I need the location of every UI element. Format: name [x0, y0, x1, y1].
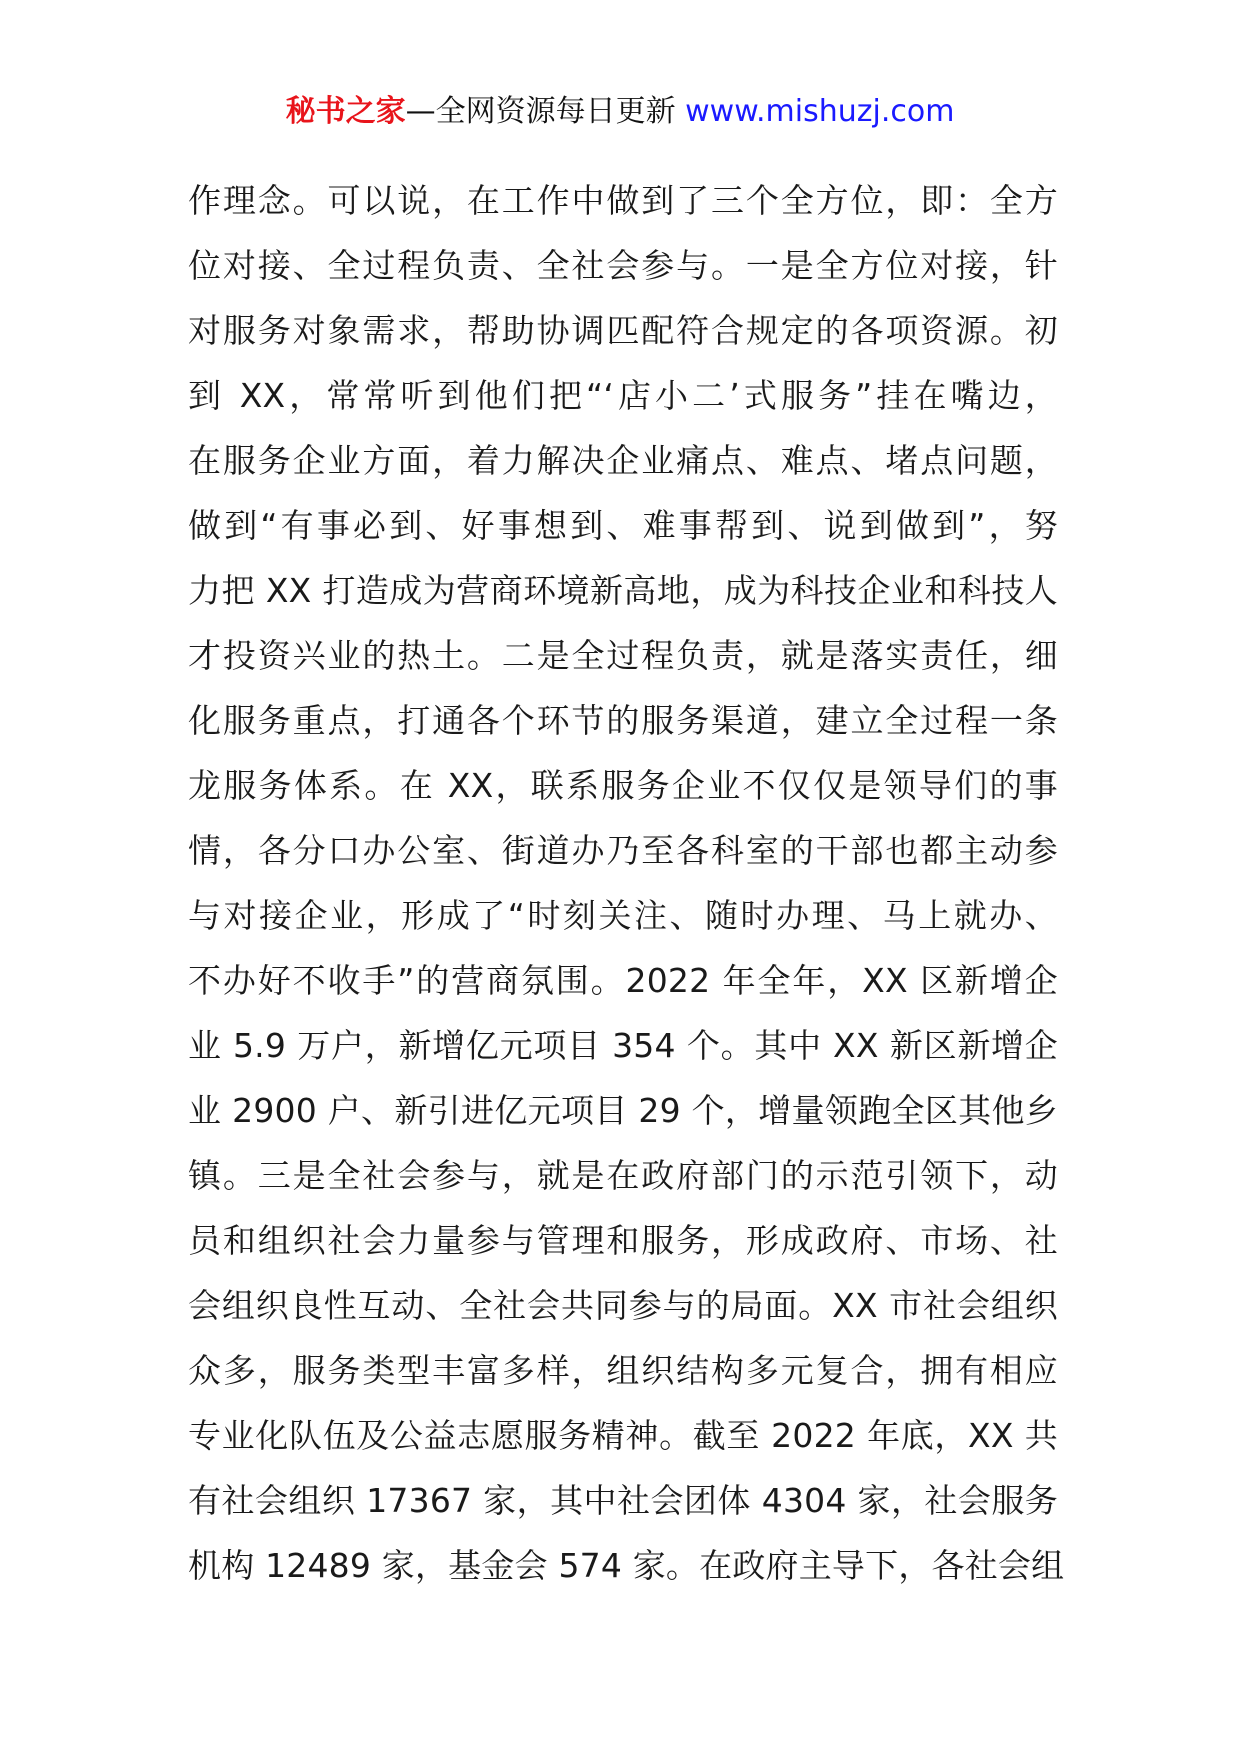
body-line: 才投资兴业的热土。二是全过程负责，就是落实责任，细 — [188, 636, 1058, 675]
body-line: 化服务重点，打通各个环节的服务渠道，建立全过程一条 — [188, 701, 1058, 740]
header-brand: 秘书之家 — [285, 94, 406, 129]
body-line: 镇。三是全社会参与，就是在政府部门的示范引领下，动 — [188, 1156, 1058, 1195]
body-line: 情，各分口办公室、街道办乃至各科室的干部也都主动参 — [188, 831, 1058, 870]
body-line: 业 5.9 万户，新增亿元项目 354 个。其中 XX 新区新增企 — [188, 1026, 1058, 1065]
header-tagline: —全网资源每日更新 — [405, 94, 676, 129]
body-line: 会组织良性互动、全社会共同参与的局面。XX 市社会组织 — [188, 1286, 1058, 1325]
body-line: 龙服务体系。在 XX，联系服务企业不仅仅是领导们的事 — [188, 766, 1058, 805]
body-line: 与对接企业，形成了“时刻关注、随时办理、马上就办、 — [188, 896, 1058, 935]
body-line: 做到“有事必到、好事想到、难事帮到、说到做到”，努 — [188, 506, 1058, 545]
body-line: 众多，服务类型丰富多样，组织结构多元复合，拥有相应 — [188, 1351, 1058, 1390]
body-line: 在服务企业方面，着力解决企业痛点、难点、堵点问题， — [188, 441, 1058, 480]
body-line: 机构 12489 家，基金会 574 家。在政府主导下，各社会组 — [188, 1546, 1065, 1585]
body-line: 专业化队伍及公益志愿服务精神。截至 2022 年底，XX 共 — [188, 1416, 1058, 1455]
body-line: 业 2900 户、新引进亿元项目 29 个，增量领跑全区其他乡 — [188, 1091, 1058, 1130]
body-line: 对服务对象需求，帮助协调匹配符合规定的各项资源。初 — [188, 311, 1058, 350]
header-url-link[interactable]: www.mishuzj.com — [685, 94, 955, 129]
body-line: 到 XX，常常听到他们把“‘店小二’式服务”挂在嘴边， — [188, 376, 1058, 415]
body-line: 有社会组织 17367 家，其中社会团体 4304 家，社会服务 — [188, 1481, 1058, 1520]
body-text — [188, 168, 1065, 1598]
body-line: 员和组织社会力量参与管理和服务，形成政府、市场、社 — [188, 1221, 1058, 1260]
page-header — [0, 92, 1240, 132]
body-line: 不办好不收手”的营商氛围。2022 年全年，XX 区新增企 — [188, 961, 1058, 1000]
body-line: 力把 XX 打造成为营商环境新高地，成为科技企业和科技人 — [188, 571, 1058, 610]
body-line: 作理念。可以说，在工作中做到了三个全方位，即：全方 — [188, 181, 1058, 220]
body-line: 位对接、全过程负责、全社会参与。一是全方位对接，针 — [188, 246, 1058, 285]
